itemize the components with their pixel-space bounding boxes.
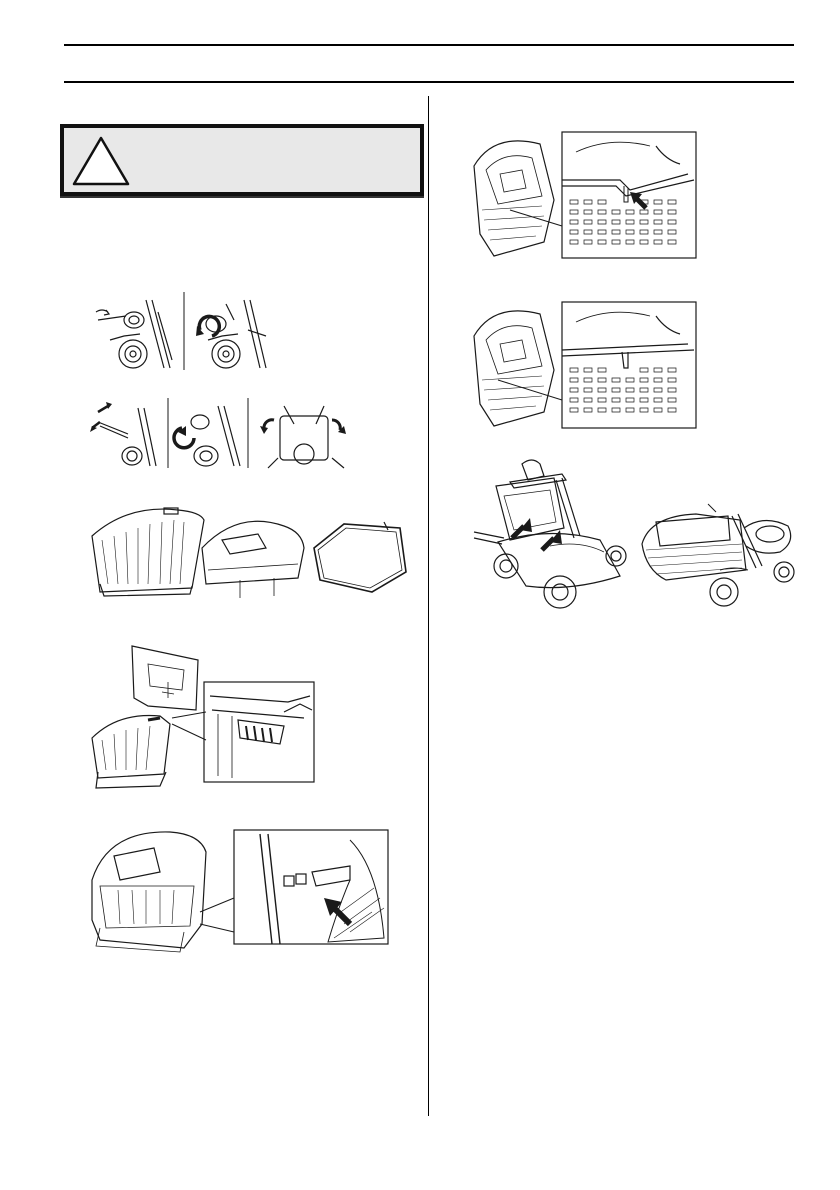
bag-mount-on-mower-illustration	[470, 456, 800, 612]
height-lever-rear-illustration	[88, 398, 358, 468]
warning-box	[60, 124, 424, 196]
bag-frame-hook-detail-illustration	[470, 130, 700, 262]
grass-bag-clip-detail-illustration	[88, 828, 392, 958]
warning-underline	[60, 196, 424, 198]
grass-bag-assembly-illustration	[88, 640, 318, 790]
header-rule-top	[64, 44, 794, 46]
height-lever-front-illustration	[88, 290, 288, 370]
bag-frame-locked-detail-illustration	[470, 300, 700, 432]
warning-triangle-icon	[70, 134, 132, 190]
grass-bag-parts-illustration	[88, 500, 408, 600]
column-divider	[428, 96, 429, 1116]
header-rule-second	[64, 81, 794, 83]
